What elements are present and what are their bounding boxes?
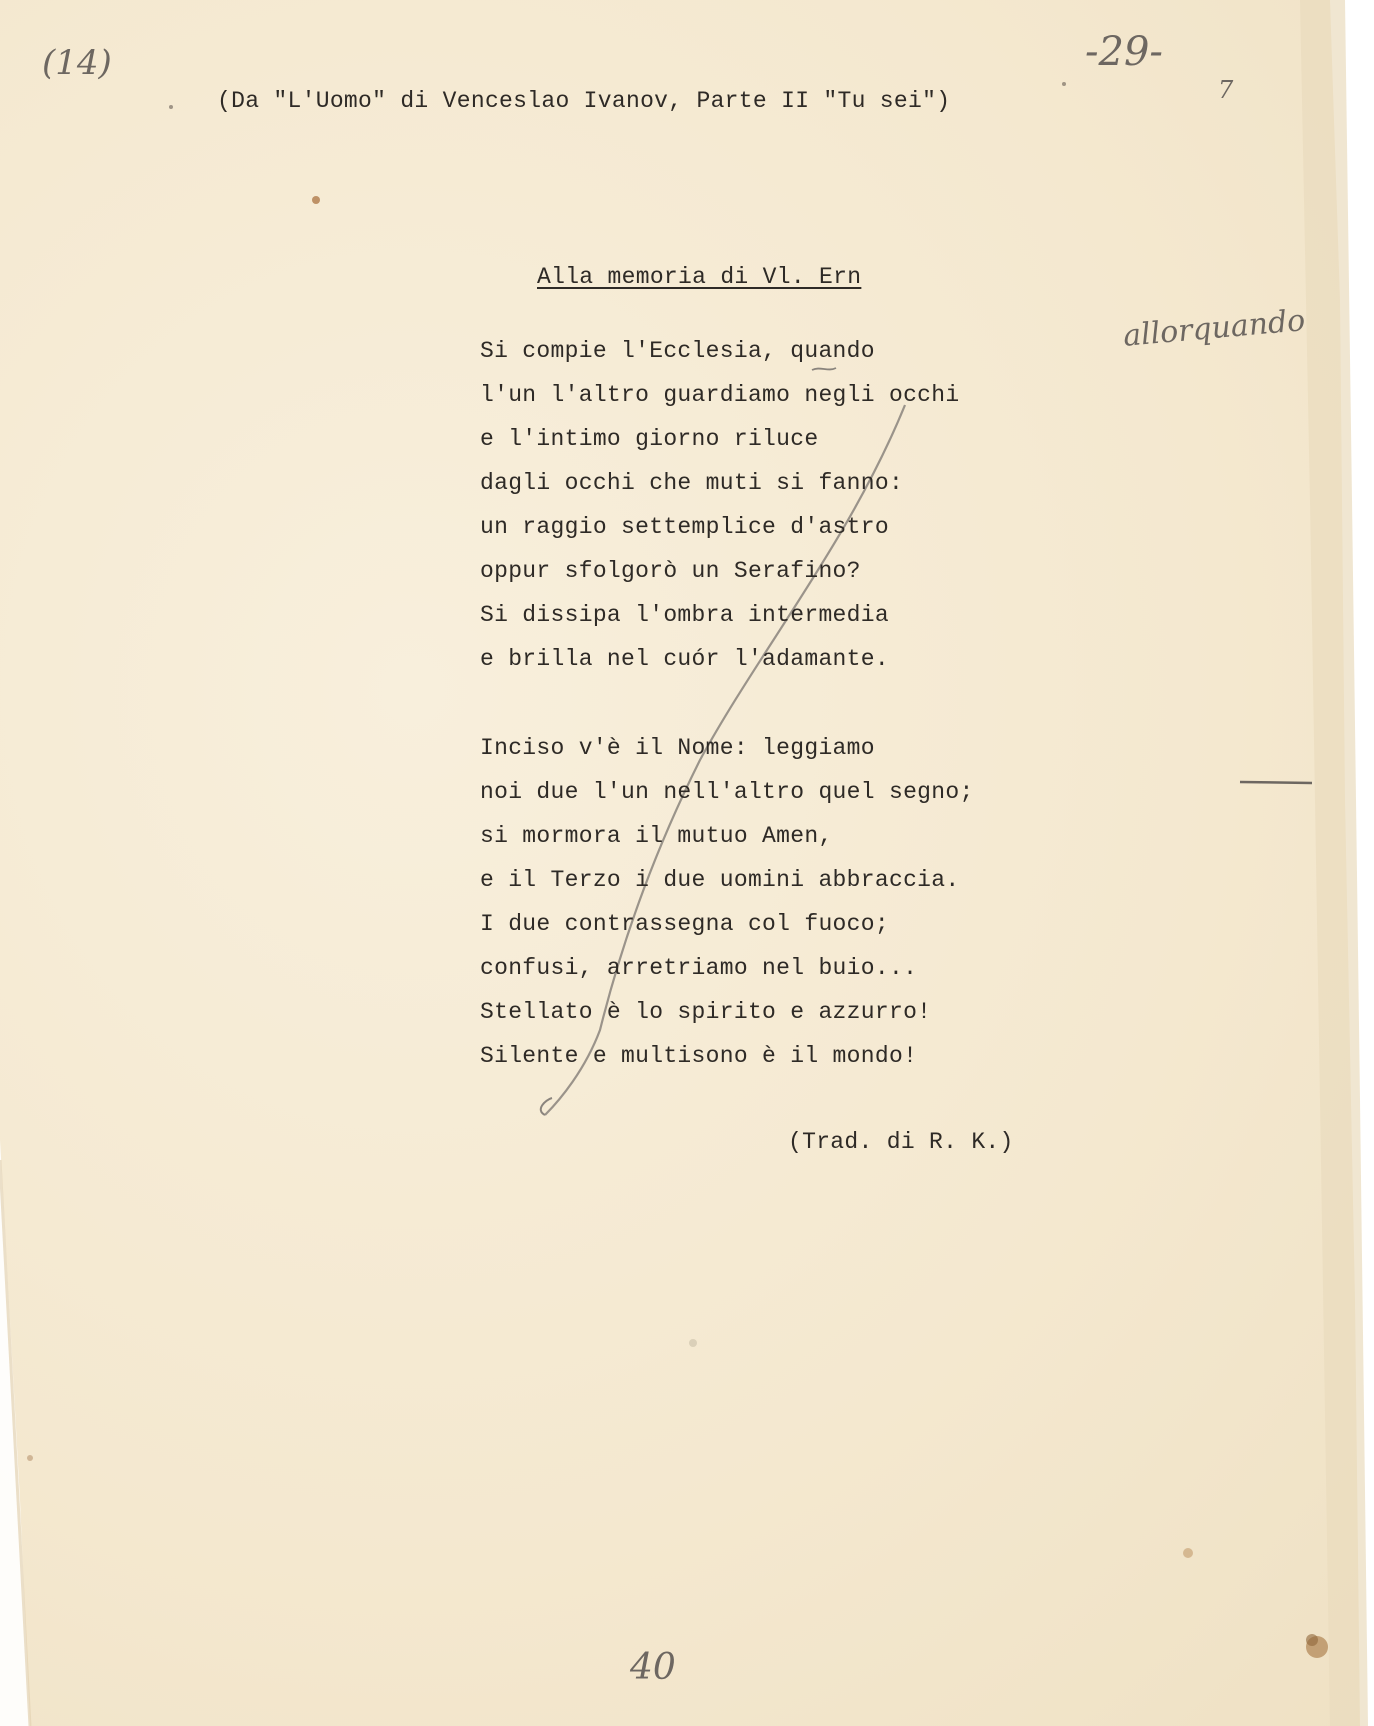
bottom-page-number: 40 [630,1647,676,1688]
verse-line: Stellato è lo spirito e azzurro! [480,999,932,1025]
verse-line: e il Terzo i due uomini abbraccia. [480,867,960,893]
verse-line: si mormora il mutuo Amen, [480,823,833,849]
verse-line: e l'intimo giorno riluce [480,426,819,452]
verse-line: I due contrassegna col fuoco; [480,911,889,937]
translator-credit: (Trad. di R. K.) [788,1129,1014,1155]
verse-line: Silente e multisono è il mondo! [480,1043,918,1069]
poem-title: Alla memoria di Vl. Ern [537,264,862,290]
verse-line: Si compie l'Ecclesia, quando [480,338,875,364]
page-number-top-right: -29- [1085,29,1163,75]
verse-line: un raggio settemplice d'astro [480,514,889,540]
verse-line: confusi, arretriamo nel buio... [480,955,918,981]
verse-line: l'un l'altro guardiamo negli occhi [480,382,960,408]
verse-line: oppur sfolgorò un Serafino? [480,558,861,584]
verse-line: Si dissipa l'ombra intermedia [480,602,889,628]
page-number-sub-mark: 7 [1218,76,1234,104]
verse-line: Inciso v'è il Nome: leggiamo [480,735,875,761]
margin-correction: allorquando [1121,303,1307,354]
verse-line: noi due l'un nell'altro quel segno; [480,779,974,805]
verse-line: dagli occhi che muti si fanno: [480,470,904,496]
source-header: (Da "L'Uomo" di Venceslao Ivanov, Parte II "Tu sei") [217,88,951,114]
margin-note-top-left: (14) [42,43,112,83]
verse-line: e brilla nel cuór l'adamante. [480,646,889,672]
